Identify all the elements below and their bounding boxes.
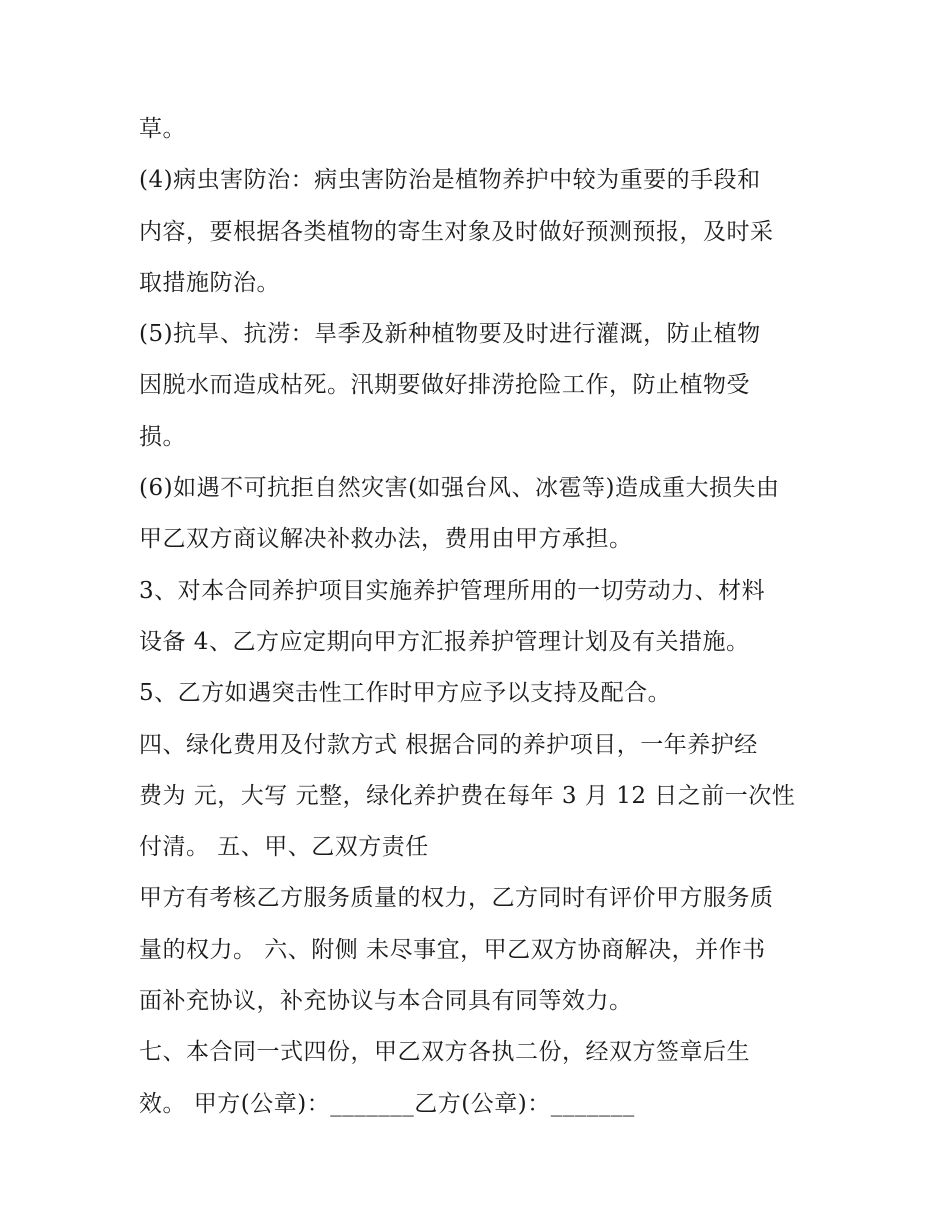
- text-line: 内容，要根据各类植物的寄生对象及时做好预测预报，及时采: [139, 218, 774, 245]
- text-line: 5、乙方如遇突击性工作时甲方应予以支持及配合。: [139, 680, 672, 707]
- text-line: 甲乙双方商议解决补救办法，费用由甲方承担。: [139, 526, 633, 553]
- text-line: 因脱水而造成枯死。汛期要做好排涝抢险工作，防止植物受: [139, 372, 750, 399]
- text-line: 草。: [139, 116, 186, 142]
- text-line: 四、绿化费用及付款方式 根据合同的养护项目，一年养护经: [139, 731, 758, 758]
- text-line: 甲方有考核乙方服务质量的权力，乙方同时有评价甲方服务质: [139, 885, 774, 912]
- text-line: (6)如遇不可抗拒自然灾害(如强台风、冰雹等)造成重大损失由: [139, 475, 780, 502]
- text-line: (4)病虫害防治：病虫害防治是植物养护中较为重要的手段和: [139, 167, 761, 194]
- text-line: 取措施防治。: [139, 269, 280, 296]
- text-line: (5)抗旱、抗涝：旱季及新种植物要及时进行灌溉，防止植物: [139, 321, 761, 348]
- text-line: 面补充协议，补充协议与本合同具有同等效力。: [139, 988, 633, 1015]
- text-line: 损。: [139, 423, 186, 450]
- text-line: 七、本合同一式四份，甲乙双方各执二份，经双方签章后生: [139, 1039, 750, 1066]
- signature-line: 效。 甲方(公章)：_______乙方(公章)：_______: [139, 1090, 635, 1117]
- text-line: 量的权力。 六、附侧 未尽事宜，甲乙双方协商解决，并作书: [139, 936, 766, 963]
- text-line: 付清。 五、甲、乙双方责任: [139, 834, 429, 861]
- text-line: 设备 4、乙方应定期向甲方汇报养护管理计划及有关措施。: [139, 628, 750, 655]
- text-line: 3、对本合同养护项目实施养护管理所用的一切劳动力、材料: [139, 577, 766, 604]
- document-body: [139, 104, 819, 1130]
- text-line: 费为 元，大写 元整，绿化养护费在每年 3 月 12 日之前一次性: [139, 782, 796, 809]
